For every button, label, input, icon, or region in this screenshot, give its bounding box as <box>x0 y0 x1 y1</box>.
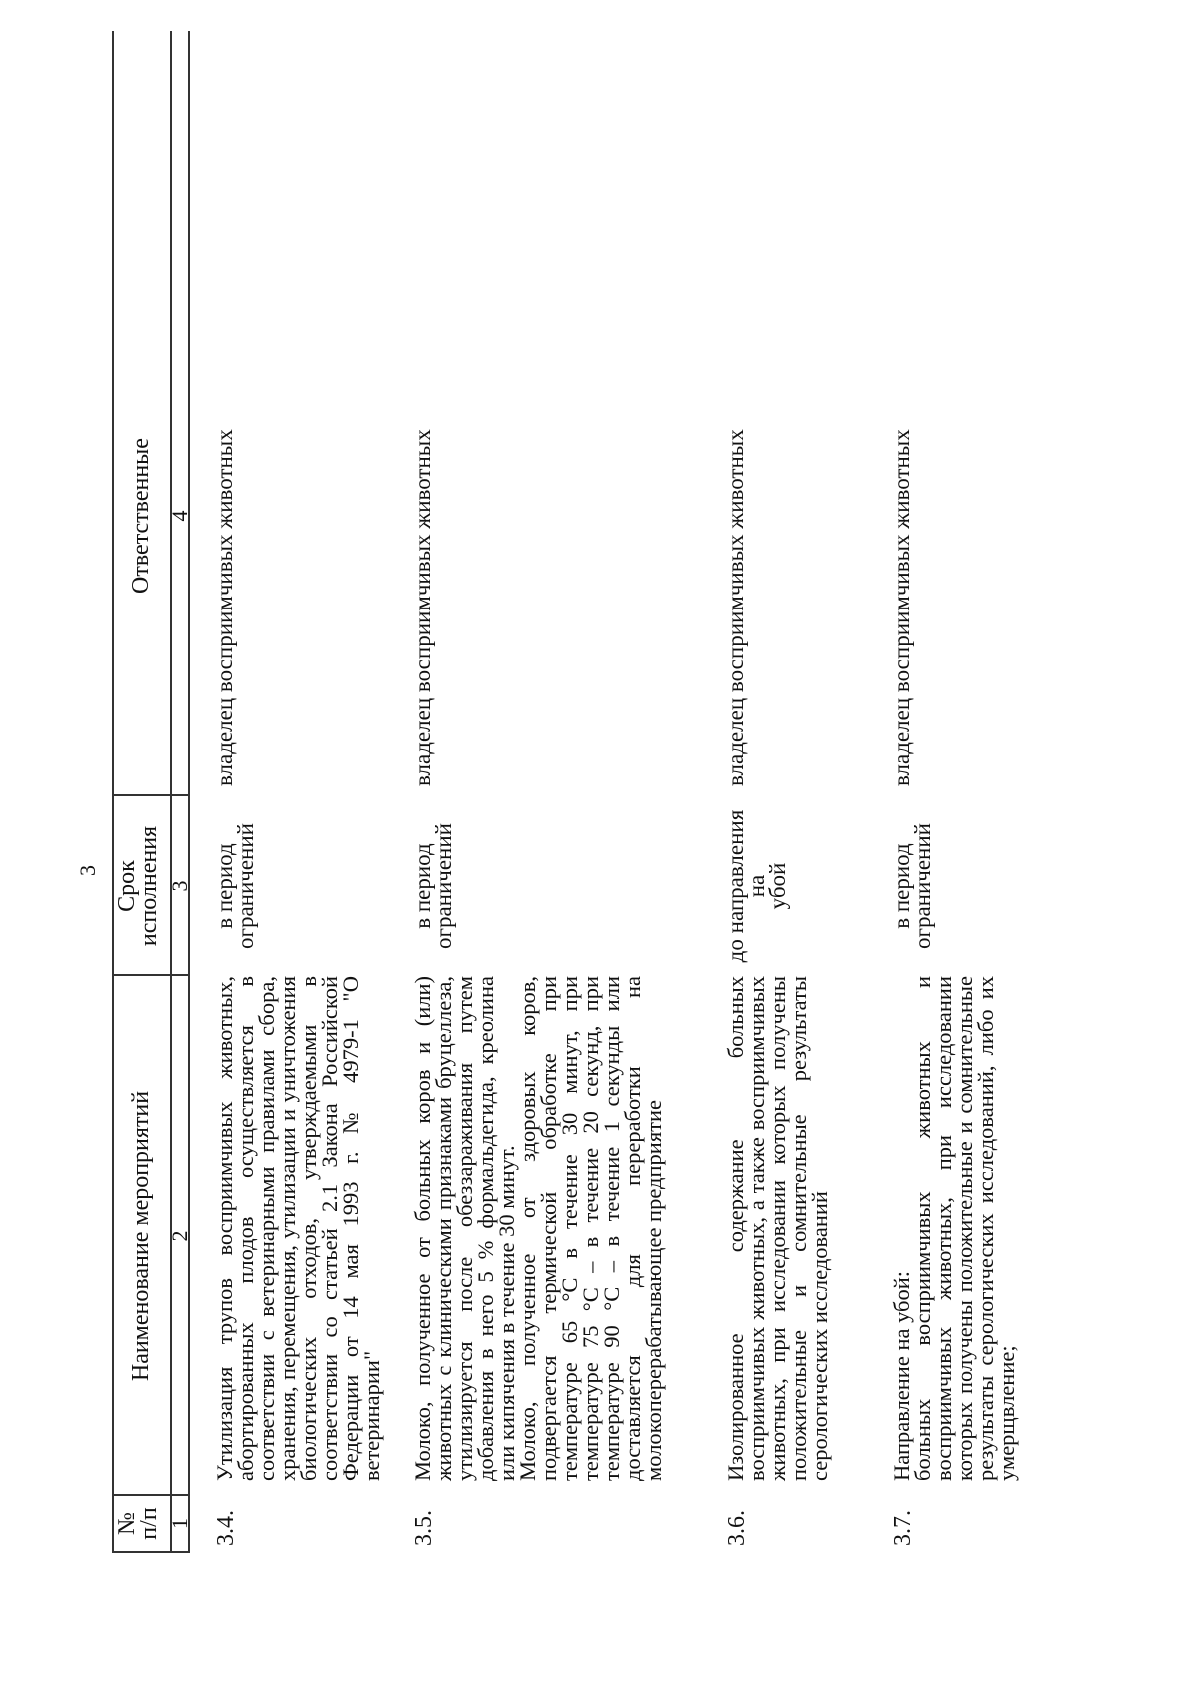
row-deadline: в период ограничений <box>212 823 258 949</box>
header-name: Наименование мероприятий <box>128 1090 154 1382</box>
row-responsible: владелец восприимчивых животных <box>410 429 435 786</box>
page-number: 3 <box>75 865 100 876</box>
row-number: 3.6. <box>724 1510 750 1546</box>
row-measure-text: Молоко, полученное от больных коров и (или) животных с клиническими признаками бруцеллеза, утилизируется после обеззараживания путем добавления в него 5 % формальдегида, креолина или кипячения в течение 30 минут. Молоко, полученное от здоровых коров, подвергается термической обработке при температуре 65 °С в течение 30 минут, при температуре 75 °С – в течение 20 секунд, при температуре 90 °С – в течение 1 секунды или доставляется для переработки на молокоперерабатывающее предприятие <box>410 976 666 1481</box>
row-measure-text: Изолированное содержание больных восприимчивых животных, а также восприимчивых животных, при исследовании которых получены положительные и сомнительные результаты серологических исследований <box>723 976 832 1481</box>
row-deadline: в период ограничений <box>889 823 935 949</box>
header-colnum-2: 2 <box>167 1230 192 1242</box>
header-colnum-1: 1 <box>167 1518 192 1529</box>
header-deadline: Срок исполнения <box>114 825 162 947</box>
header-colnum-3: 3 <box>167 880 192 892</box>
row-measure-text: Направление на убой: больных восприимчивых животных и восприимчивых животных, при исследовании которых получены положительные и сомнительные результаты серологических исследований, либо их умерщвление; <box>889 976 1019 1481</box>
row-responsible: владелец восприимчивых животных <box>723 429 748 786</box>
header-responsible: Ответственные <box>128 438 154 594</box>
row-number: 3.5. <box>411 1510 437 1546</box>
table-top-border <box>112 31 114 1551</box>
row-deadline: в период ограничений <box>410 823 456 949</box>
row-number: 3.7. <box>890 1510 916 1546</box>
column-divider-1 <box>112 1552 190 1554</box>
header-num: № п/п <box>114 1507 162 1540</box>
row-measure-text: Утилизация трупов восприимчивых животных, абортированных плодов осуществляется в соответствии с ветеринарными правилами сбора, хранения, перемещения, утилизации и уничтожения биологических отходов, утверждаемыми в соответствии со статьей 2.1 Закона Российской Федерации от 14 мая 1993 г. № 4979-1 "О ветеринарии" <box>212 976 384 1481</box>
row-responsible: владелец восприимчивых животных <box>889 429 914 786</box>
row-number: 3.4. <box>213 1510 239 1546</box>
row-deadline: до направления на убой <box>723 809 790 963</box>
header-colnum-4: 4 <box>167 510 192 522</box>
row-responsible: владелец восприимчивых животных <box>212 429 237 786</box>
